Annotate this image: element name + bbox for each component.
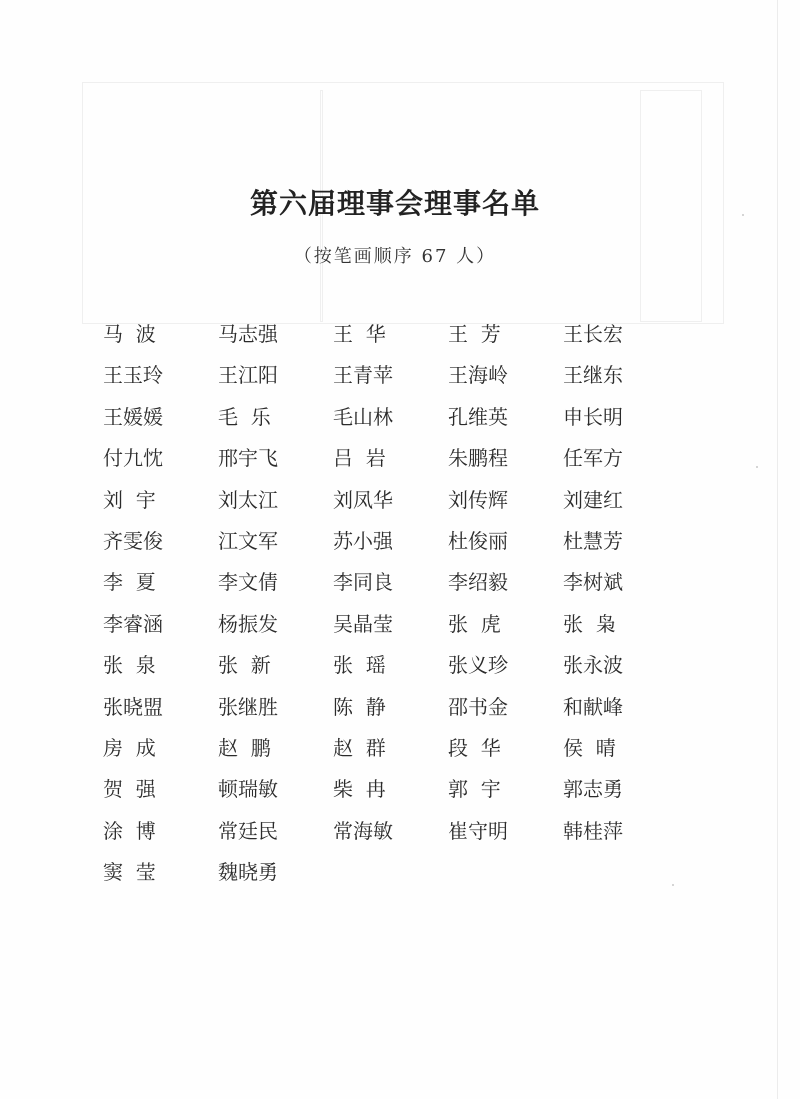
name-entry: 郭志勇 <box>563 777 623 802</box>
name-entry: 付九忱 <box>103 446 163 471</box>
name-entry: 苏小强 <box>333 528 393 553</box>
name-entry: 王江阳 <box>218 363 278 388</box>
name-entry: 郭 宇 <box>448 777 501 802</box>
name-entry: 李 夏 <box>103 570 156 595</box>
name-entry: 常海敏 <box>333 818 393 843</box>
name-entry: 申长明 <box>563 404 623 429</box>
name-entry: 涂 博 <box>103 818 156 843</box>
name-entry: 李同良 <box>333 570 393 595</box>
name-entry: 王 华 <box>333 322 386 346</box>
name-entry: 张永波 <box>563 653 623 678</box>
name-entry: 王媛媛 <box>103 404 163 429</box>
name-entry: 常廷民 <box>218 818 278 843</box>
name-entry: 张继胜 <box>218 694 278 719</box>
page-subtitle: （按笔画顺序 67 人） <box>293 246 497 267</box>
name-entry: 韩桂萍 <box>563 818 623 843</box>
name-entry: 王玉玲 <box>103 363 163 388</box>
name-entry: 顿瑞敏 <box>218 777 278 802</box>
scan-speck <box>742 214 744 216</box>
name-entry: 邵书金 <box>448 694 508 719</box>
name-entry: 刘建红 <box>563 487 623 512</box>
name-entry: 刘传辉 <box>448 487 508 512</box>
name-entry: 马 波 <box>103 322 156 346</box>
name-entry: 王海岭 <box>448 363 508 388</box>
name-entry: 张义珍 <box>448 653 508 678</box>
name-entry: 齐雯俊 <box>103 528 163 553</box>
name-entry: 赵 群 <box>333 735 386 760</box>
name-entry: 吕 岩 <box>333 446 386 471</box>
name-entry: 张晓盟 <box>103 694 163 719</box>
name-entry: 毛 乐 <box>218 404 271 429</box>
name-entry: 崔守明 <box>448 818 508 843</box>
scan-speck <box>672 884 674 886</box>
name-entry: 陈 静 <box>333 694 386 719</box>
name-entry: 杜俊丽 <box>448 528 508 553</box>
name-entry: 刘 宇 <box>103 487 156 512</box>
name-entry: 魏晓勇 <box>218 860 278 885</box>
name-entry: 李绍毅 <box>448 570 508 595</box>
name-entry: 李文倩 <box>218 570 278 595</box>
name-entry: 和献峰 <box>563 694 623 719</box>
name-entry: 李树斌 <box>563 570 623 595</box>
name-entry: 贺 强 <box>103 777 156 802</box>
name-entry: 任军方 <box>563 446 623 471</box>
name-entry: 段 华 <box>448 735 501 760</box>
name-entry: 朱鹏程 <box>448 446 508 471</box>
name-entry: 张 泉 <box>103 653 156 678</box>
name-entry: 江文军 <box>218 528 278 553</box>
name-list <box>103 318 683 897</box>
name-entry: 张 枭 <box>563 611 616 636</box>
name-entry: 李睿涵 <box>103 611 163 636</box>
scan-speck <box>756 466 758 468</box>
name-entry: 王 芳 <box>448 322 501 346</box>
name-entry: 王继东 <box>563 363 623 388</box>
name-entry: 杜慧芳 <box>563 528 623 553</box>
name-entry: 刘凤华 <box>333 487 393 512</box>
name-entry: 王青苹 <box>333 363 393 388</box>
name-entry: 窦 莹 <box>103 860 156 885</box>
name-entry: 邢宇飞 <box>218 446 278 471</box>
name-entry: 王长宏 <box>563 322 623 346</box>
name-entry: 张 新 <box>218 653 271 678</box>
page-title: 第六届理事会理事名单 <box>249 187 540 220</box>
name-entry: 柴 冉 <box>333 777 386 802</box>
name-entry: 房 成 <box>103 735 156 760</box>
name-entry: 侯 晴 <box>563 735 616 760</box>
name-entry: 张 虎 <box>448 611 501 636</box>
name-entry: 张 瑶 <box>333 653 386 678</box>
name-entry: 吴晶莹 <box>333 611 393 636</box>
name-entry: 孔维英 <box>448 404 508 429</box>
name-entry: 杨振发 <box>218 611 278 636</box>
name-entry: 刘太江 <box>218 487 278 512</box>
name-entry: 毛山林 <box>333 404 393 429</box>
scan-edge <box>777 0 778 1099</box>
name-entry: 马志强 <box>218 322 278 346</box>
name-entry: 赵 鹏 <box>218 735 271 760</box>
